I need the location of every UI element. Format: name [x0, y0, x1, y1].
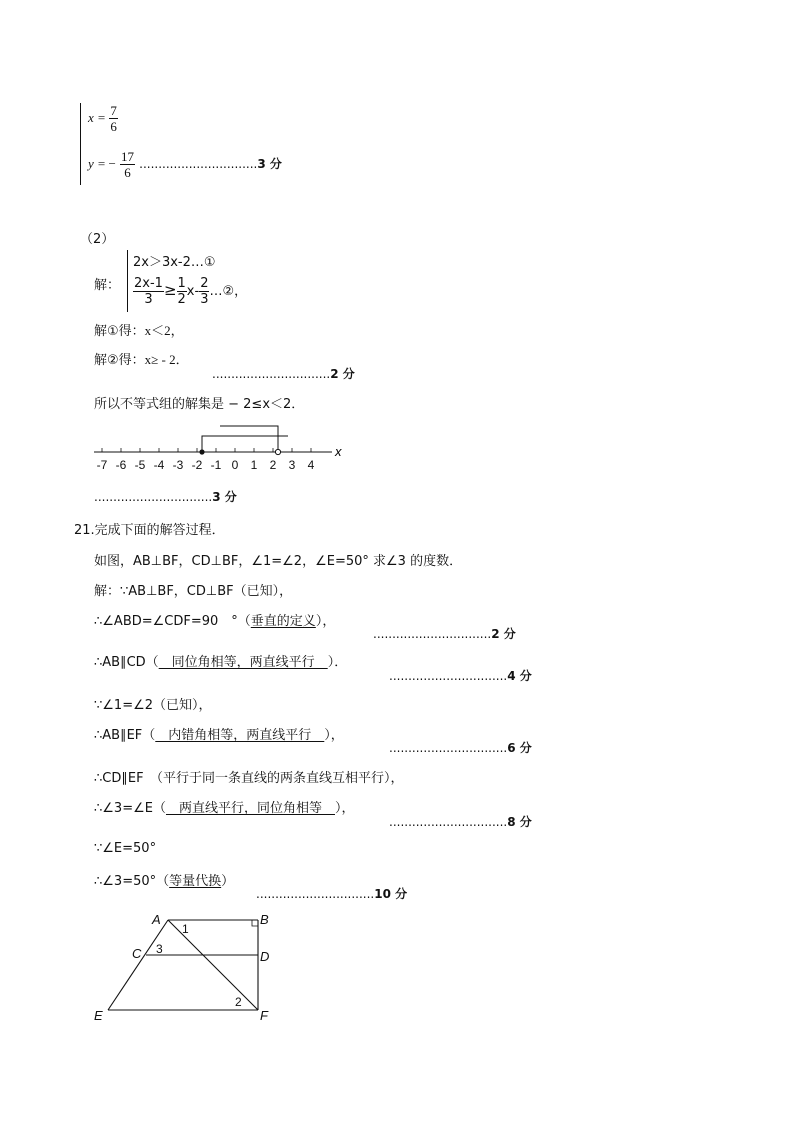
- point-E: E: [94, 1008, 103, 1023]
- axis-tick-label: 1: [250, 458, 258, 472]
- equals-minus: = −: [97, 156, 116, 171]
- solution-prefix: 解①得：: [94, 324, 145, 339]
- axis-tick-label: -3: [172, 458, 184, 472]
- ineq-tail: …②，: [209, 284, 248, 299]
- frac-numerator: 1: [177, 276, 186, 291]
- score-label: 8 分: [507, 815, 532, 829]
- dot-leader: ...............................: [256, 887, 375, 901]
- proof-text: ）: [221, 874, 235, 889]
- score-label: 4 分: [507, 669, 532, 683]
- frac-denominator: 2: [177, 292, 186, 307]
- equation-x: [88, 103, 118, 134]
- frac-numerator: 17: [120, 149, 134, 164]
- proof-reason: 同位角相等，两直线平行: [158, 655, 328, 670]
- angle-2-label: 2: [235, 995, 242, 1009]
- proof-reason: 等量代换: [169, 874, 222, 889]
- geometry-figure: [88, 906, 278, 1026]
- score-label: 6 分: [507, 741, 532, 755]
- proof-text: ），: [315, 614, 336, 629]
- question-21-prompt: 如图，AB⊥BF，CD⊥BF，∠1=∠2，∠E=50° 求∠3 的度数．: [94, 554, 463, 569]
- fraction-1-2: [177, 276, 187, 307]
- axis-tick-label: -2: [191, 458, 203, 472]
- question-21-title: 21.完成下面的解答过程．: [74, 523, 225, 538]
- axis-variable: x: [335, 444, 342, 459]
- solution-value: x＜2，: [144, 323, 184, 338]
- fraction-2-3: [199, 276, 209, 307]
- score-line-q21-4: [389, 667, 532, 684]
- dot-leader: ...............................: [389, 815, 508, 829]
- score-line-q21-2: [373, 625, 516, 642]
- point-A: A: [152, 912, 161, 927]
- axis-tick-label: 2: [269, 458, 277, 472]
- proof-text: ∴∠ABD=∠CDF=90 °（: [94, 614, 251, 629]
- axis-tick-label: -4: [153, 458, 165, 472]
- bracket-x-geq-minus-2: [202, 436, 288, 452]
- score-line-q21-6: [389, 739, 532, 756]
- var-y: y: [88, 156, 94, 171]
- angle-3-label: 3: [156, 942, 163, 956]
- fraction-17-6: [120, 149, 135, 180]
- score-label: 2 分: [330, 367, 355, 381]
- proof-text: ∴∠3=50°（: [94, 874, 170, 889]
- axis-tick-label: 3: [288, 458, 296, 472]
- proof-reason: 两直线平行，同位角相等: [165, 801, 335, 816]
- frac-denominator: 6: [110, 119, 117, 134]
- equation-y: [88, 149, 282, 180]
- point-D: D: [260, 949, 270, 964]
- frac-denominator: 3: [200, 292, 209, 307]
- frac-denominator: 6: [124, 165, 131, 180]
- system-brace: [80, 103, 81, 185]
- point-F: F: [260, 1008, 268, 1023]
- solution-prefix: 解②得：: [94, 353, 145, 368]
- proof-line-6: ∴CD∥EF （平行于同一条直线的两条直线互相平行），: [94, 771, 404, 786]
- score-line-q21-8: [389, 813, 532, 830]
- dot-leader: ...............................: [373, 627, 492, 641]
- proof-text: ），: [324, 728, 344, 743]
- axis-tick-label: -1: [210, 458, 222, 472]
- proof-line-9: [94, 870, 234, 889]
- proof-reason: 内错角相等，两直线平行: [155, 728, 325, 743]
- solution-set: 所以不等式组的解集是 − 2≤x＜2．: [94, 397, 305, 412]
- axis-tick-label: -6: [115, 458, 127, 472]
- solution-2: [94, 349, 189, 368]
- proof-line-8: ∵∠E=50°: [94, 841, 157, 856]
- proof-text: ）．: [327, 655, 348, 670]
- proof-line-7: [94, 797, 355, 816]
- dot-leader: ...............................: [389, 669, 508, 683]
- axis-labels: [97, 458, 315, 472]
- frac-numerator: 2x-1: [134, 276, 163, 291]
- dot-leader: ...............................: [389, 741, 508, 755]
- point-C: C: [132, 946, 142, 961]
- axis-tick-label: 4: [307, 458, 315, 472]
- frac-denominator: 3: [144, 292, 153, 307]
- score-label: 3 分: [257, 157, 282, 171]
- proof-text: ），: [334, 801, 355, 816]
- proof-text: ∴∠3=∠E（: [94, 801, 166, 816]
- equals-sign: =: [97, 110, 106, 125]
- proof-line-5: [94, 724, 344, 743]
- frac-numerator: 2: [200, 276, 209, 291]
- score-line-q21-10: [256, 885, 407, 902]
- score-label: 3 分: [212, 490, 237, 504]
- proof-line-2: [94, 610, 335, 629]
- right-angle-mark: [252, 920, 258, 926]
- solution-1: [94, 320, 184, 339]
- dot-leader: ...............................: [139, 157, 258, 171]
- dot-leader: ...............................: [94, 490, 213, 504]
- inequality-1: 2x＞3x-2…①: [133, 255, 216, 270]
- frac-numerator: 7: [110, 103, 117, 118]
- angle-1-label: 1: [182, 922, 189, 936]
- dot-leader: ...............................: [212, 367, 331, 381]
- proof-text: ∴AB∥CD（: [94, 655, 159, 670]
- score-label: 10 分: [374, 887, 408, 901]
- axis-tick-label: -5: [134, 458, 146, 472]
- axis-tick-label: 0: [231, 458, 239, 472]
- score-line-3: [94, 488, 237, 505]
- open-dot-2: [275, 449, 280, 454]
- proof-line-4: ∵∠1=∠2（已知），: [94, 698, 212, 713]
- solution-value: x≥ - 2．: [144, 352, 189, 367]
- part-label: （2）: [80, 232, 115, 247]
- segment-AE: [108, 920, 168, 1010]
- proof-line-3: [94, 651, 347, 670]
- point-B: B: [260, 912, 269, 927]
- bracket-x-lt-2: [220, 426, 278, 452]
- score-line-2: [212, 365, 355, 382]
- fraction-7-6: [109, 103, 118, 134]
- proof-reason: 垂直的定义: [250, 614, 316, 629]
- axis-tick-label: -7: [96, 458, 108, 472]
- proof-text: ∴AB∥EF（: [94, 728, 156, 743]
- ineq-brace: [127, 250, 128, 312]
- fraction-2x-1-over-3: [133, 276, 164, 307]
- number-line: [90, 420, 350, 475]
- term-x: x-: [186, 284, 200, 299]
- var-x: x: [88, 110, 94, 125]
- closed-dot-minus-2: [199, 449, 204, 454]
- score-label: 2 分: [491, 627, 516, 641]
- solve-label: 解：: [94, 278, 121, 293]
- proof-line-1: 解：∵AB⊥BF，CD⊥BF（已知），: [94, 584, 293, 599]
- geq-sign: ≥: [163, 281, 177, 299]
- inequality-2: [133, 276, 247, 307]
